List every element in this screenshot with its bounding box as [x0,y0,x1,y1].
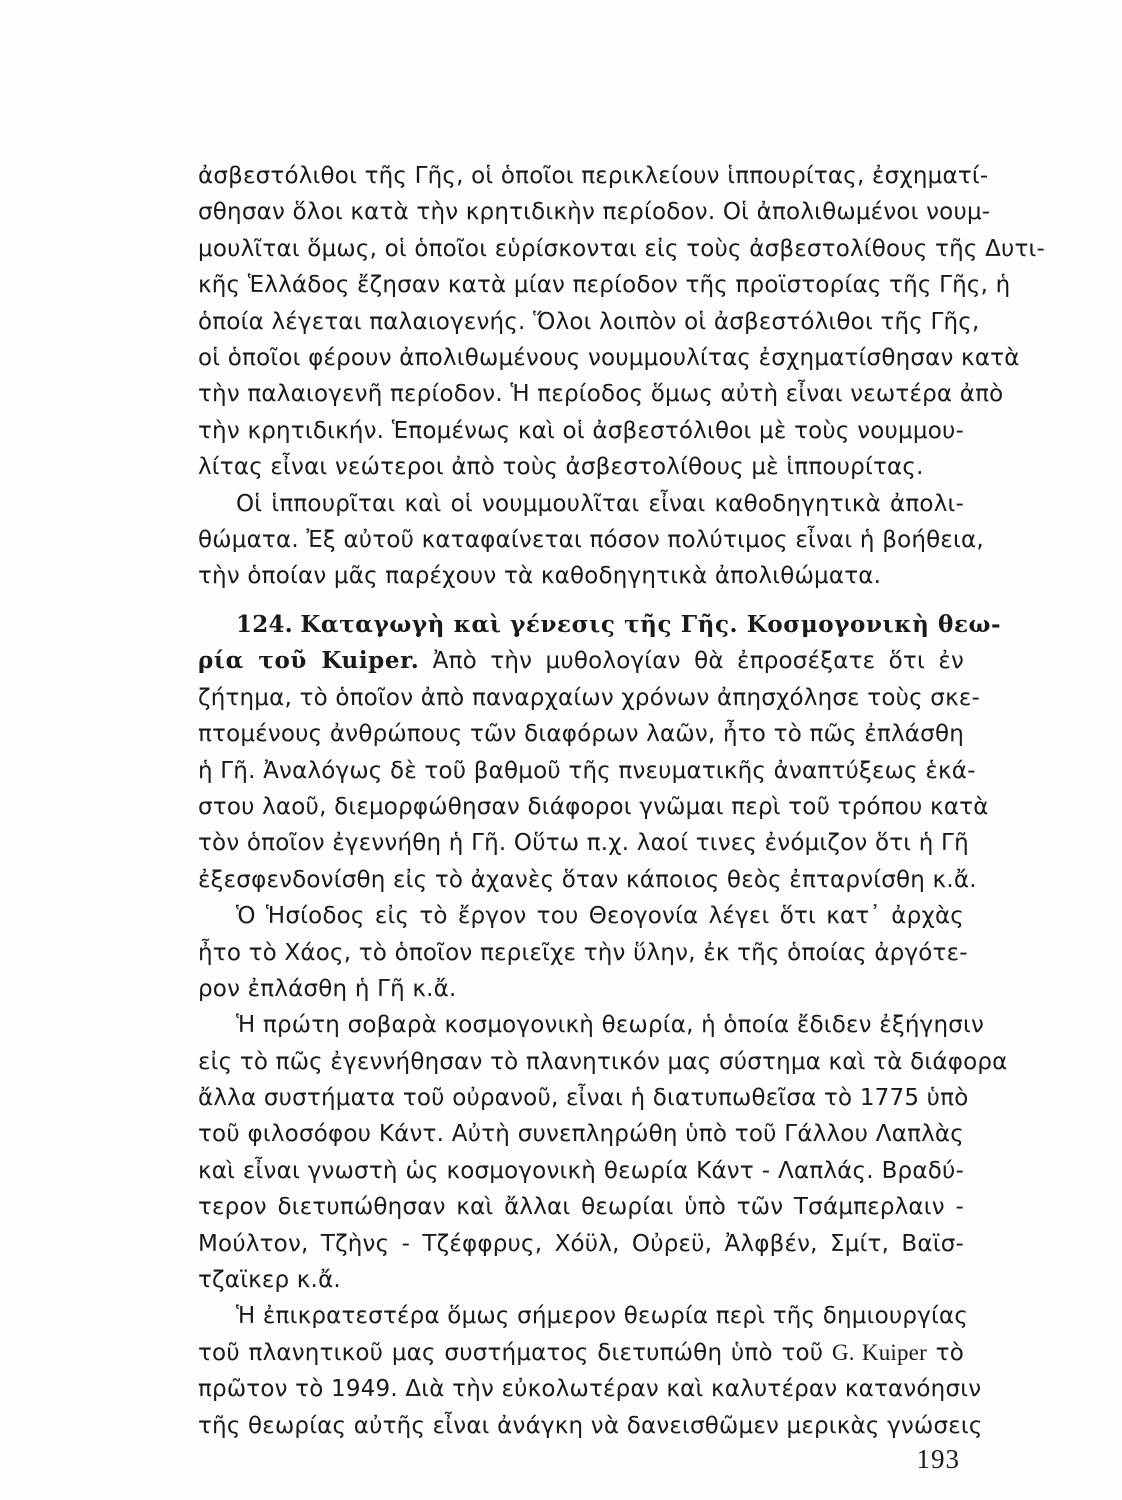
text-line: ἦτο τὸ Χάος, τὸ ὁποῖον περιεῖχε τὴν ὕλην, ἐκ τῆς ὁποίας ἀργότε- [198,939,968,966]
text-line: στου λαοῦ, διεμορφώθησαν διάφοροι γνῶμαι περὶ τοῦ τρόπου κατὰ [198,793,989,820]
text-line: ἡ Γῆ. Ἀναλόγως δὲ τοῦ βαθμοῦ τῆς πνευματικῆς ἀναπτύξεως ἑκά- [198,757,976,784]
text-line: τζαϊκερ κ.ἄ. [198,1267,341,1294]
text-block-section-124 [198,607,1008,1444]
text-line: λίτας εἶναι νεώτεροι ἀπὸ τοὺς ἀσβεστολίθους μὲ ἱππουρίτας. [198,454,924,481]
text-line: πτομένους ἀνθρώπους τῶν διαφόρων λαῶν, ἦτο τὸ πῶς ἐπλάσθη [198,721,964,748]
text-line: τῆς θεωρίας αὐτῆς εἶναι ἀνάγκη νὰ δανεισθῶμεν μερικὰς γνώσεις [198,1412,983,1439]
section-heading-line [198,643,964,679]
text-fragment: τοῦ πλανητικοῦ μας συστήματος διετυπώθη ὑπὸ τοῦ [198,1339,832,1366]
text-line: ἄλλα συστήματα τοῦ οὐρανοῦ, εἶναι ἡ διατυπωθεῖσα τὸ 1775 ὑπὸ [198,1085,969,1112]
text-line: τοῦ φιλοσόφου Κάντ. Αὐτὴ συνεπληρώθη ὑπὸ τοῦ Γάλλου Λαπλὰς [198,1121,964,1148]
text-fragment: τὸ [926,1339,964,1366]
text-line: οἱ ὁποῖοι φέρουν ἀπολιθωμένους νουμμουλίτας ἐσχηματίσθησαν κατὰ [198,344,1020,371]
section-heading-cont: ρία τοῦ Kuiper. [198,647,420,675]
text-line: ἐξεσφενδονίσθη εἰς τὸ ἀχανὲς ὅταν κάποιος θεὸς ἐπταρνίσθη κ.ἄ. [198,866,977,893]
text-line: Οἱ ἱππουρῖται καὶ οἱ νουμμουλῖται εἶναι καθοδηγητικὰ ἀπολι- [236,490,964,517]
text-block-top [198,158,1046,595]
text-line: εἰς τὸ πῶς ἐγεννήθησαν τὸ πλανητικόν μας σύστημα καὶ τὰ διάφορα [198,1048,1008,1075]
page-number: 193 [916,1444,960,1474]
text-line: Ἡ πρώτη σοβαρὰ κοσμογονικὴ θεωρία, ἡ ὁποία ἔδιδεν ἐξήγησιν [236,1012,985,1039]
text-line: ἀσβεστόλιθοι τῆς Γῆς, οἱ ὁποῖοι περικλείουν ἱππουρίτας, ἐσχηματί- [198,163,989,189]
text-line: Ἡ ἐπικρατεστέρα ὅμως σήμερον θεωρία περὶ τῆς δημιουργίας [236,1303,969,1330]
text-line [198,1335,964,1371]
text-line: μουλῖται ὅμως, οἱ ὁποῖοι εὑρίσκονται εἰς τοὺς ἀσβεστολίθους τῆς Δυτι- [198,235,1046,262]
text-line: σθησαν ὅλοι κατὰ τὴν κρητιδικὴν περίοδον. Οἱ ἀπολιθωμένοι νουμ- [198,199,991,226]
text-line: ρον ἐπλάσθη ἡ Γῆ κ.ἄ. [198,975,457,1002]
text-line: ὁποία λέγεται παλαιογενής. Ὅλοι λοιπὸν οἱ ἀσβεστόλιθοι τῆς Γῆς, [198,308,980,335]
text-line: καὶ εἶναι γνωστὴ ὡς κοσμογονικὴ θεωρία Κάντ - Λαπλάς. Βραδύ- [198,1157,964,1184]
text-line: τὸν ὁποῖον ἐγεννήθη ἡ Γῆ. Οὕτω π.χ. λαοί τινες ἐνόμιζον ὅτι ἡ Γῆ [198,830,969,857]
text-line: θώματα. Ἐξ αὐτοῦ καταφαίνεται πόσον πολύτιμος εἶναι ἡ βοήθεια, [198,526,984,553]
text-line: κῆς Ἑλλάδος ἔζησαν κατὰ μίαν περίοδον τῆς προϊστορίας τῆς Γῆς, ἡ [198,272,1011,299]
text-line: Μούλτον, Τζὴνς - Τζέφφρυς, Χόϋλ, Οὐρεϋ, Ἀλφβέν, Σμίτ, Βαϊσ- [198,1230,964,1257]
section-heading: Καταγωγὴ καὶ γένεσις τῆς Γῆς. Κοσμογονικὴ θεω- [300,611,1002,638]
kuiper-name: G. Kuiper [831,1339,927,1365]
text-line: τὴν παλαιογενῆ περίοδον. Ἡ περίοδος ὅμως αὐτὴ εἶναι νεωτέρα ἀπὸ [198,381,1004,408]
text-line: τερον διετυπώθησαν καὶ ἄλλαι θεωρίαι ὑπὸ τῶν Τσάμπερλαιν - [198,1194,964,1221]
text-line: τὴν κρητιδικήν. Ἑπομένως καὶ οἱ ἀσβεστόλιθοι μὲ τοὺς νουμμου- [198,417,964,444]
text-line: ζήτημα, τὸ ὁποῖον ἀπὸ παναρχαίων χρόνων ἀπησχόλησε τοὺς σκε- [198,684,980,711]
section-heading-line [198,607,1002,643]
section-first-sentence: Ἀπὸ τὴν μυθολογίαν θὰ ἐπροσέξατε ὅτι ἐν [432,648,964,675]
section-number: 124. [236,611,293,638]
text-line: Ὁ Ἡσίοδος εἰς τὸ ἔργον του Θεογονία λέγει ὅτι κατ᾽ ἀρχὰς [236,903,964,930]
text-line: τὴν ὁποίαν μᾶς παρέχουν τὰ καθοδηγητικὰ ἀπολιθώματα. [198,563,882,590]
text-line: πρῶτον τὸ 1949. Διὰ τὴν εὐκολωτέραν καὶ καλυτέραν κατανόησιν [198,1376,982,1403]
